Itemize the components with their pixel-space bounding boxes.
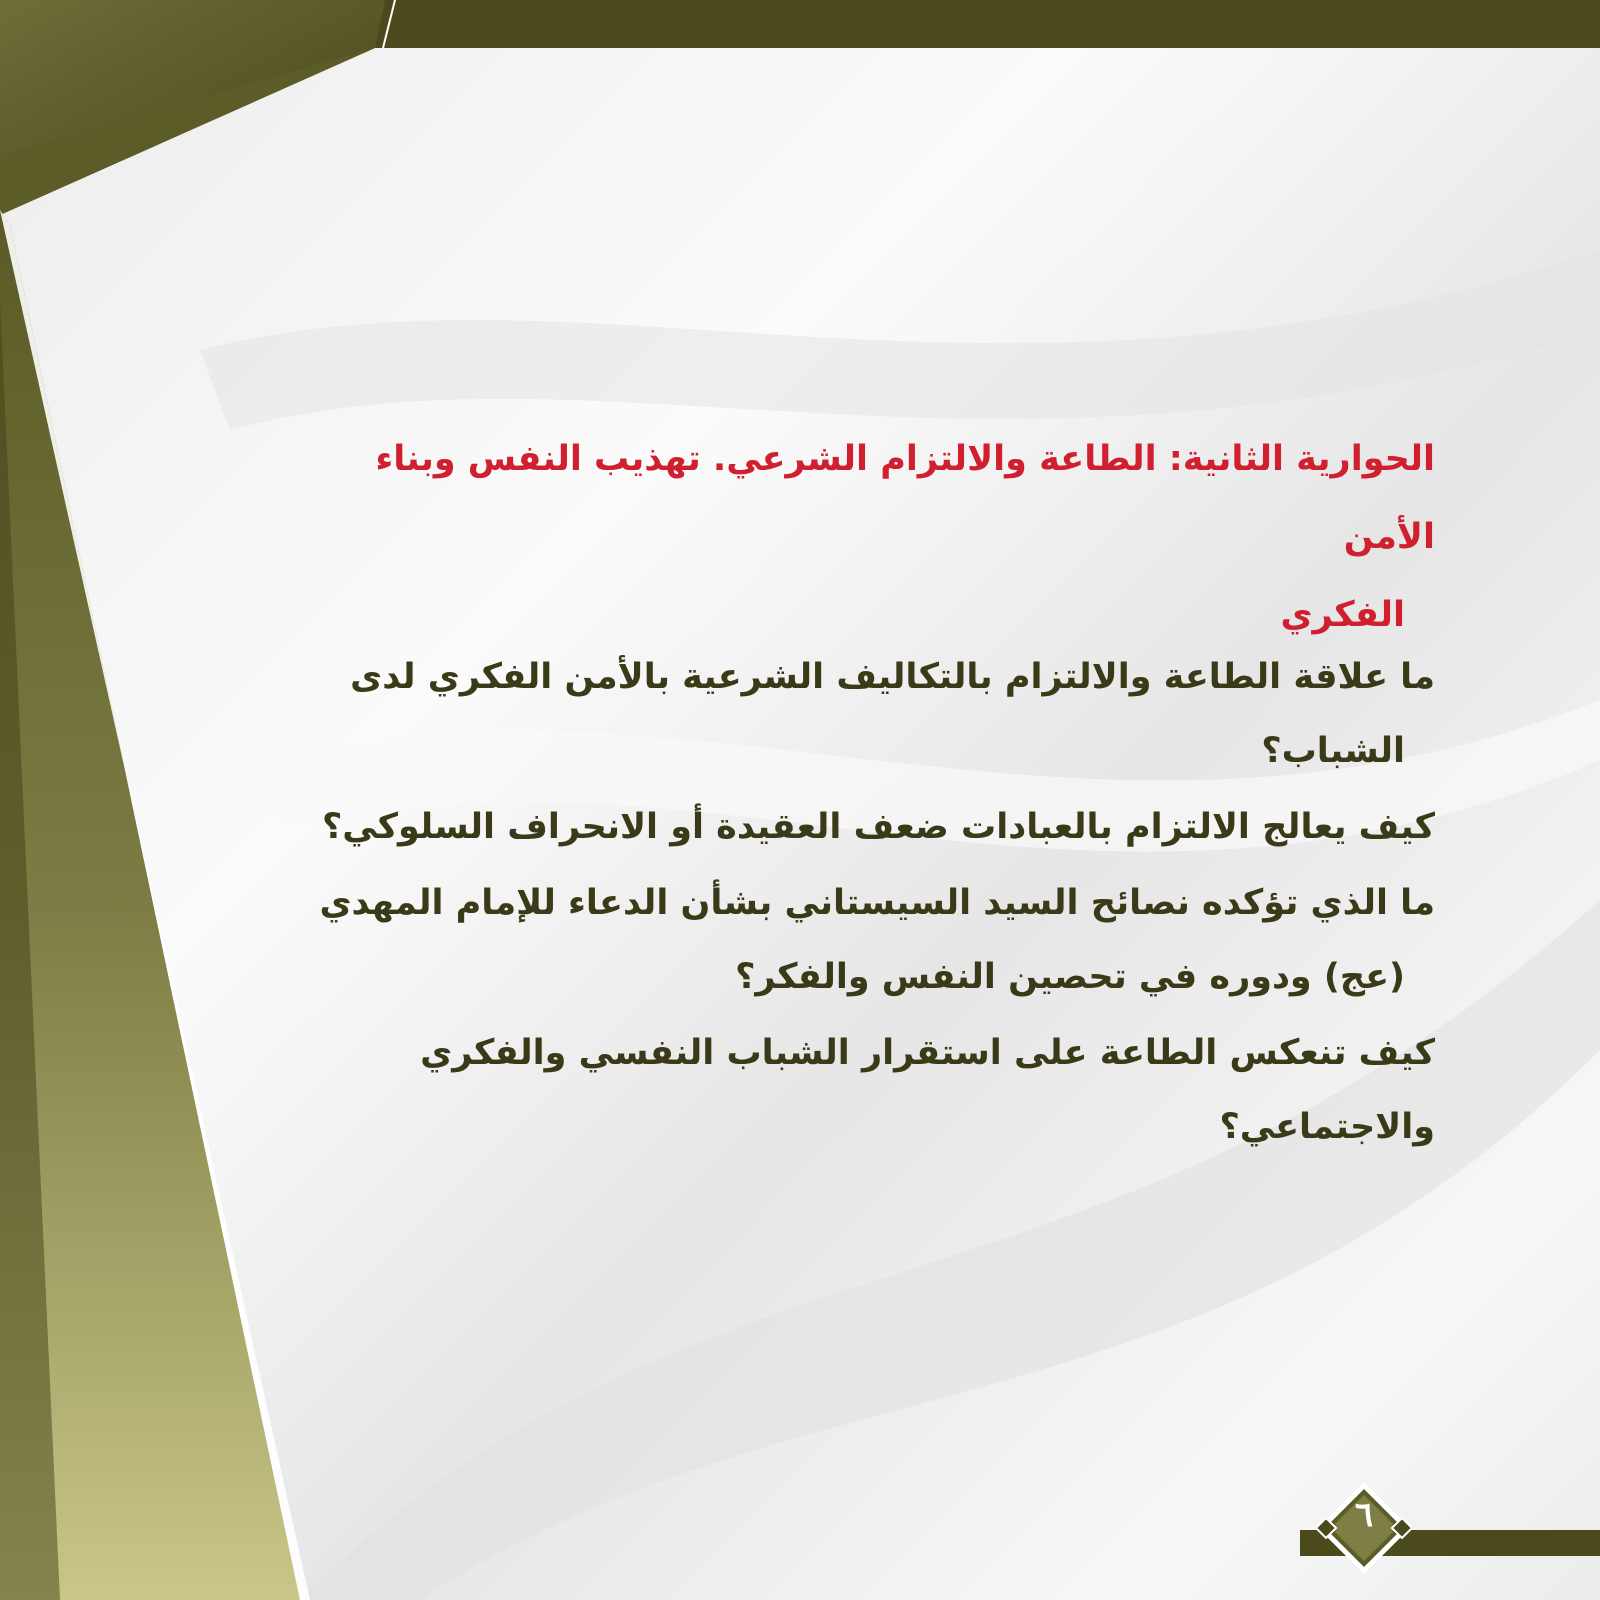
question-1-line-1: ما علاقة الطاعة والالتزام بالتكاليف الشرعية بالأمن الفكري لدى xyxy=(350,657,1435,697)
question-4 xyxy=(305,1016,1435,1164)
page-title-line-2: الفكري xyxy=(1280,595,1405,635)
question-3-line-1: ما الذي تؤكده نصائح السيد السيستاني بشأن الدعاء للإمام المهدي xyxy=(319,883,1435,923)
question-3 xyxy=(305,866,1435,1014)
question-1 xyxy=(305,640,1435,788)
page-title-line-1: الحوارية الثانية: الطاعة والالتزام الشرعي. تهذيب النفس وبناء الأمن xyxy=(375,439,1435,557)
question-2 xyxy=(305,790,1435,864)
page-title xyxy=(305,420,1435,654)
page-number: ٦ xyxy=(1354,1495,1374,1535)
question-1-line-2: الشباب؟ xyxy=(1261,731,1405,771)
question-2-line-1: كيف يعالج الالتزام بالعبادات ضعف العقيدة أو الانحراف السلوكي؟ xyxy=(321,807,1435,847)
question-4-line-1: كيف تنعكس الطاعة على استقرار الشباب النفسي والفكري والاجتماعي؟ xyxy=(420,1033,1435,1147)
question-3-line-2: (عج) ودوره في تحصين النفس والفكر؟ xyxy=(735,957,1405,997)
questions-list xyxy=(305,640,1435,1166)
